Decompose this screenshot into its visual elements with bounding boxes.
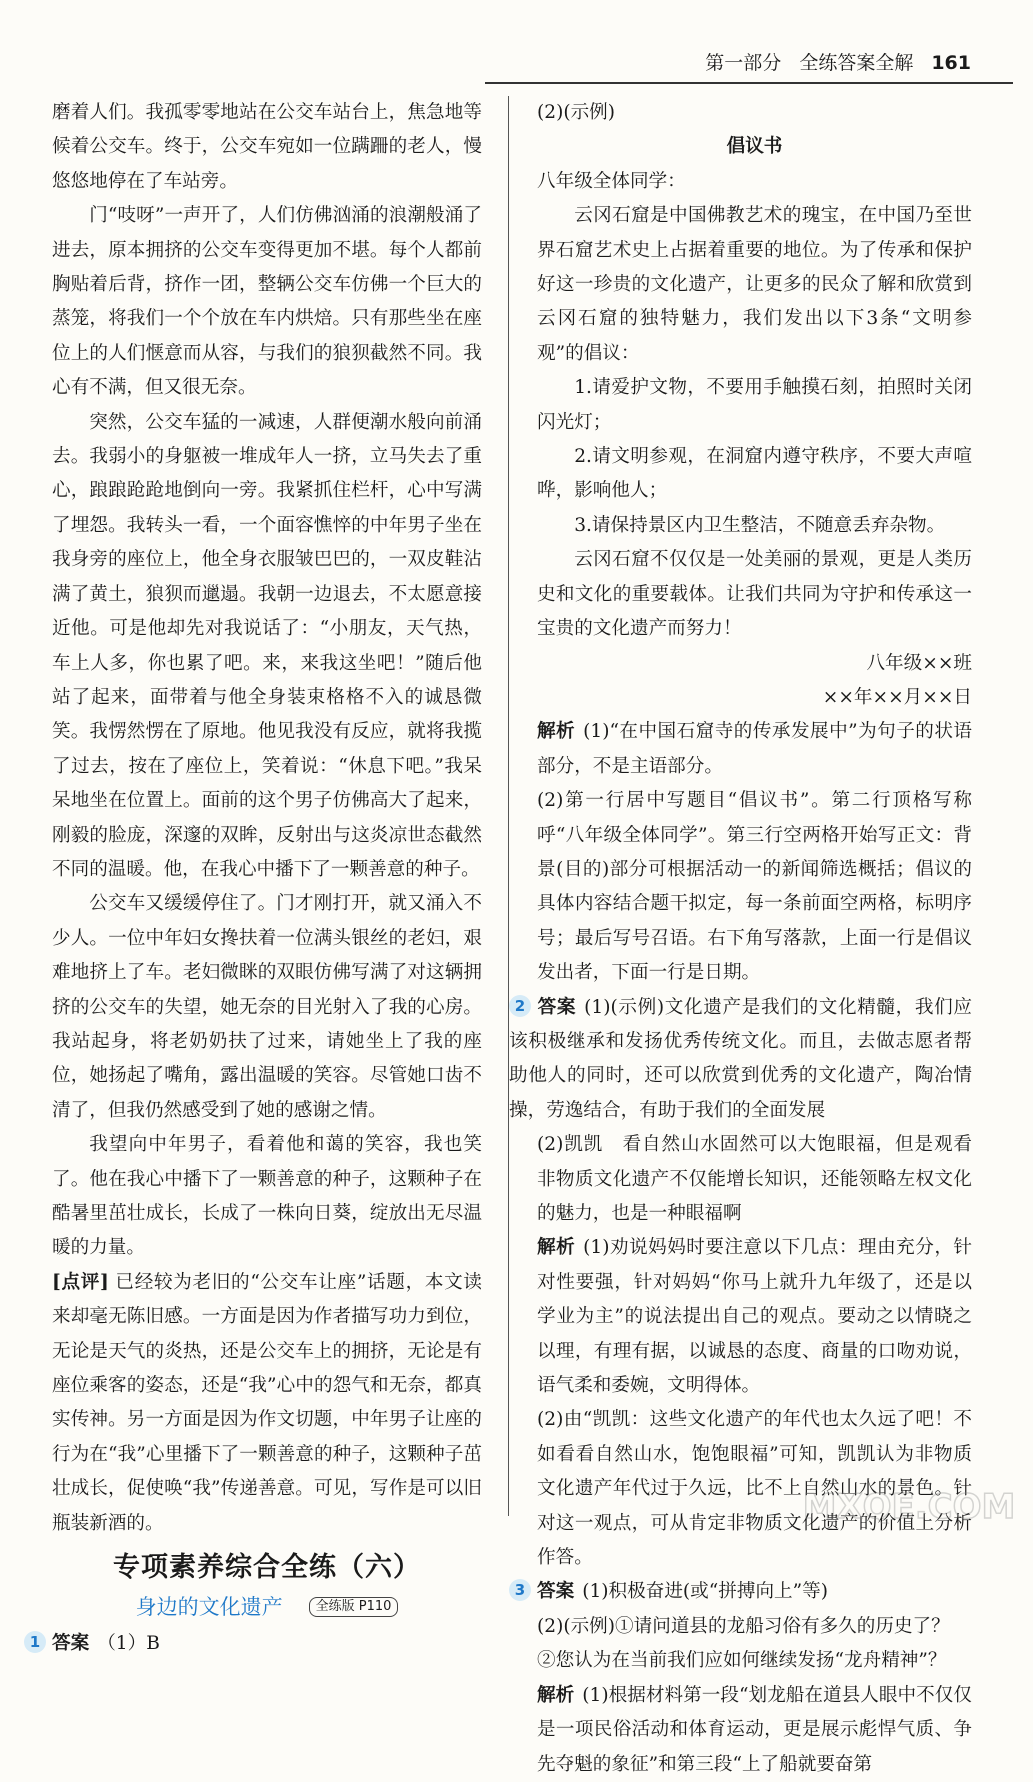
answer-text: (1)积极奋进(或“拼搏向上”等) [582, 1581, 828, 1603]
section-subtitle-row [52, 1591, 482, 1623]
essay-paragraph: 我望向中年男子，看着他和蔼的笑容，我也笑了。他在我心中播下了一颗善意的种子，这颗种子在酷暑里茁壮成长，长成了一株向日葵，绽放出无尽温暖的力量。 [52, 1134, 482, 1259]
answer-label: 答案 [537, 996, 577, 1018]
essay-paragraph: 门“吱呀”一声开了，人们仿佛汹涌的浪潮般涌了进去，原本拥挤的公交车变得更加不堪。每个人都前胸贴着后背，挤作一团，整辆公交车仿佛一个巨大的蒸笼，将我们一个个放在车内烘焙。只有那些坐在座位上的人们惬意而从容，与我们的狼狈截然不同。我心有不满，但又很无奈。 [52, 205, 482, 399]
analysis-text: (1)根据材料第一段“划龙船在道县人眼中不仅仅是一项民俗活动和体育运动，更是展示彪悍气质、争先夺魁的象征”和第三段“上了船就要奋第 [537, 1684, 972, 1775]
watermark-logo [799, 1476, 1019, 1532]
letter-salutation: 八年级全体同学： [537, 170, 686, 192]
answer-label: 答案 [52, 1633, 90, 1655]
answer-text: (2)凯凯 看自然山水固然可以大饱眼福，但是观看非物质文化遗产不仅能增长知识，还能领略左权文化的魅力，也是一种眼福啊 [537, 1134, 972, 1224]
section-title: 专项素养综合全练（六） [113, 1552, 421, 1584]
analysis-paragraph [537, 1679, 972, 1782]
page-number: 161 [931, 52, 971, 74]
letter-signature: 八年级××班 [866, 652, 972, 674]
essay-paragraph: 磨着人们。我孤零零地站在公交车站台上，焦急地等候着公交车。终于，公交车宛如一位蹒跚的老人，慢悠悠地停在了车站旁。 [52, 102, 482, 192]
analysis-text: (1)劝说妈妈时要注意以下几点：理由充分，针对性要强，针对妈妈“你马上就升九年级了，还是以学业为主”的说法提出自己的观点。要动之以情晓之以理，有理有据，以诚恳的态度、商量的口吻劝说，语气柔和委婉，文明得体。 [537, 1237, 972, 1397]
analysis-label: 解析 [537, 721, 576, 743]
page-reference-badge: 全练版 P110 [309, 1597, 399, 1617]
letter-date: ××年××月××日 [822, 686, 972, 708]
column-divider [508, 96, 509, 1516]
left-column [29, 96, 482, 1661]
question-number-badge: 1 [24, 1631, 46, 1653]
comment-label: [点评] [52, 1271, 109, 1293]
analysis-paragraph [537, 715, 972, 784]
q1-answer-text: （1）B [97, 1633, 160, 1655]
q3-answer [509, 1575, 972, 1609]
question-number-badge: 2 [509, 995, 531, 1017]
analysis-label: 解析 [537, 1237, 576, 1259]
analysis-text: (2)由“凯凯：这些文化遗产的年代也太久远了吧！不如看看自然山水，饱饱眼福”可知，凯凯认为非物质文化遗产年代过于久远，比不上自然山水的景色。针对这一观点，可从肯定非物质文化遗产的价值上分析作答。 [537, 1409, 972, 1569]
header-rule [485, 82, 1013, 84]
question-number-badge: 3 [509, 1579, 531, 1601]
essay-paragraph: 公交车又缓缓停住了。门才刚打开，就又涌入不少人。一位中年妇女搀扶着一位满头银丝的老妇，艰难地挤上了车。老妇微眯的双眼仿佛写满了对这辆拥挤的公交车的失望，她无奈的目光射入了我的心房。我站起身，将老奶奶扶了过来，请她坐上了我的座位，她扬起了嘴角，露出温暖的笑容。尽管她口齿不清了，但我仍然感受到了她的感谢之情。 [52, 893, 482, 1121]
proposal-item: 2.请文明参观，在洞窟内遵守秩序，不要大声喧哗，影响他人； [537, 446, 972, 502]
answer-text: ②您认为在当前我们应如何继续发扬“龙舟精神”？ [537, 1650, 947, 1672]
answer-label: 答案 [537, 1581, 575, 1603]
letter-closing: 云冈石窟不仅仅是一处美丽的景观，更是人类历史和文化的重要载体。让我们共同为守护和传承这一宝贵的文化遗产而努力！ [537, 549, 972, 640]
section-subtitle: 身边的文化遗产 [135, 1595, 283, 1620]
proposal-item: 3.请保持景区内卫生整洁，不随意丢弃杂物。 [574, 514, 946, 536]
answer-text: (2)(示例)①请问道县的龙船习俗有多久的历史了？ [537, 1615, 950, 1637]
analysis-text: (1)“在中国石窟寺的传承发展中”为句子的状语部分，不是主语部分。 [537, 721, 972, 777]
q1-answer [24, 1627, 482, 1661]
answer-text: (1)(示例)文化遗产是我们的文化精髓，我们应该积极继承和发扬优秀传统文化。而且，去做志愿者帮助他人的同时，还可以欣赏到优秀的文化遗产，陶冶情操，劳逸结合，有助于我们的全面发展 [509, 996, 972, 1121]
proposal-item: 1.请爱护文物，不要用手触摸石刻，拍照时关闭闪光灯； [537, 377, 972, 433]
comment-paragraph [52, 1266, 482, 1541]
page-header [705, 48, 971, 75]
svg-text:MXQE.COM: MXQE.COM [802, 1487, 1016, 1527]
comment-text: 已经较为老旧的“公交车让座”话题，本文读来却毫无陈旧感。一方面是因为作者描写功力到位，无论是天气的炎热，还是公交车上的拥挤，无论是有座位乘客的姿态，还是“我”心中的怨气和无奈，都真实传神。另一方面是因为作文切题，中年男子让座的行为在“我”心里播下了一颗善意的种子，这颗种子茁壮成长，促使唤“我”传递善意。可见，写作是可以旧瓶装新酒的。 [52, 1271, 482, 1534]
q2-answer [509, 991, 972, 1129]
analysis-text: (2)第一行居中写题目“倡议书”。第二行顶格写称呼“八年级全体同学”。第三行空两格开始写正文：背景(目的)部分可根据活动一的新闻筛选概括；倡议的具体内容结合题干拟定，每一条前面空两格，标明序号；最后写号召语。右下角写落款，上面一行是倡议发出者，下面一行是日期。 [537, 790, 972, 984]
analysis-label: 解析 [537, 1684, 575, 1706]
letter-paragraph: 云冈石窟是中国佛教艺术的瑰宝，在中国乃至世界石窟艺术史上占据着重要的地位。为了传承和保护好这一珍贵的文化遗产，让更多的民众了解和欣赏到云冈石窟的独特魅力，我们发出以下3条“文明参观”的倡议： [537, 205, 972, 364]
example-label: (2)(示例) [537, 102, 616, 123]
header-section: 第一部分 [705, 52, 782, 74]
essay-paragraph: 突然，公交车猛的一减速，人群便潮水般向前涌去。我弱小的身躯被一堆成年人一挤，立马失去了重心，踉踉跄跄地倒向一旁。我紧抓住栏杆，心中写满了埋怨。我转头一看，一个面容憔悴的中年男子坐在我身旁的座位上，他全身衣服皱巴巴的，一双皮鞋沾满了黄土，狼狈而邋遢。我朝一边退去，不太愿意接近他。可是他却先对我说话了：“小朋友，天气热，车上人多，你也累了吧。来，来我这坐吧！”随后他站了起来，面带着与他全身装束格格不入的诚恳微笑。我愣然愣在了原地。他见我没有反应，就将我揽了过去，按在了座位上，笑着说：“休息下吧。”我呆呆地坐在位置上。面前的这个男子仿佛高大了起来，刚毅的脸庞，深邃的双眸，反射出与这炎凉世态截然不同的温暖。他，在我心中播下了一颗善意的种子。 [52, 411, 482, 880]
letter-title: 倡议书 [726, 136, 783, 158]
header-title: 全练答案全解 [799, 52, 914, 74]
analysis-paragraph [537, 1231, 972, 1403]
